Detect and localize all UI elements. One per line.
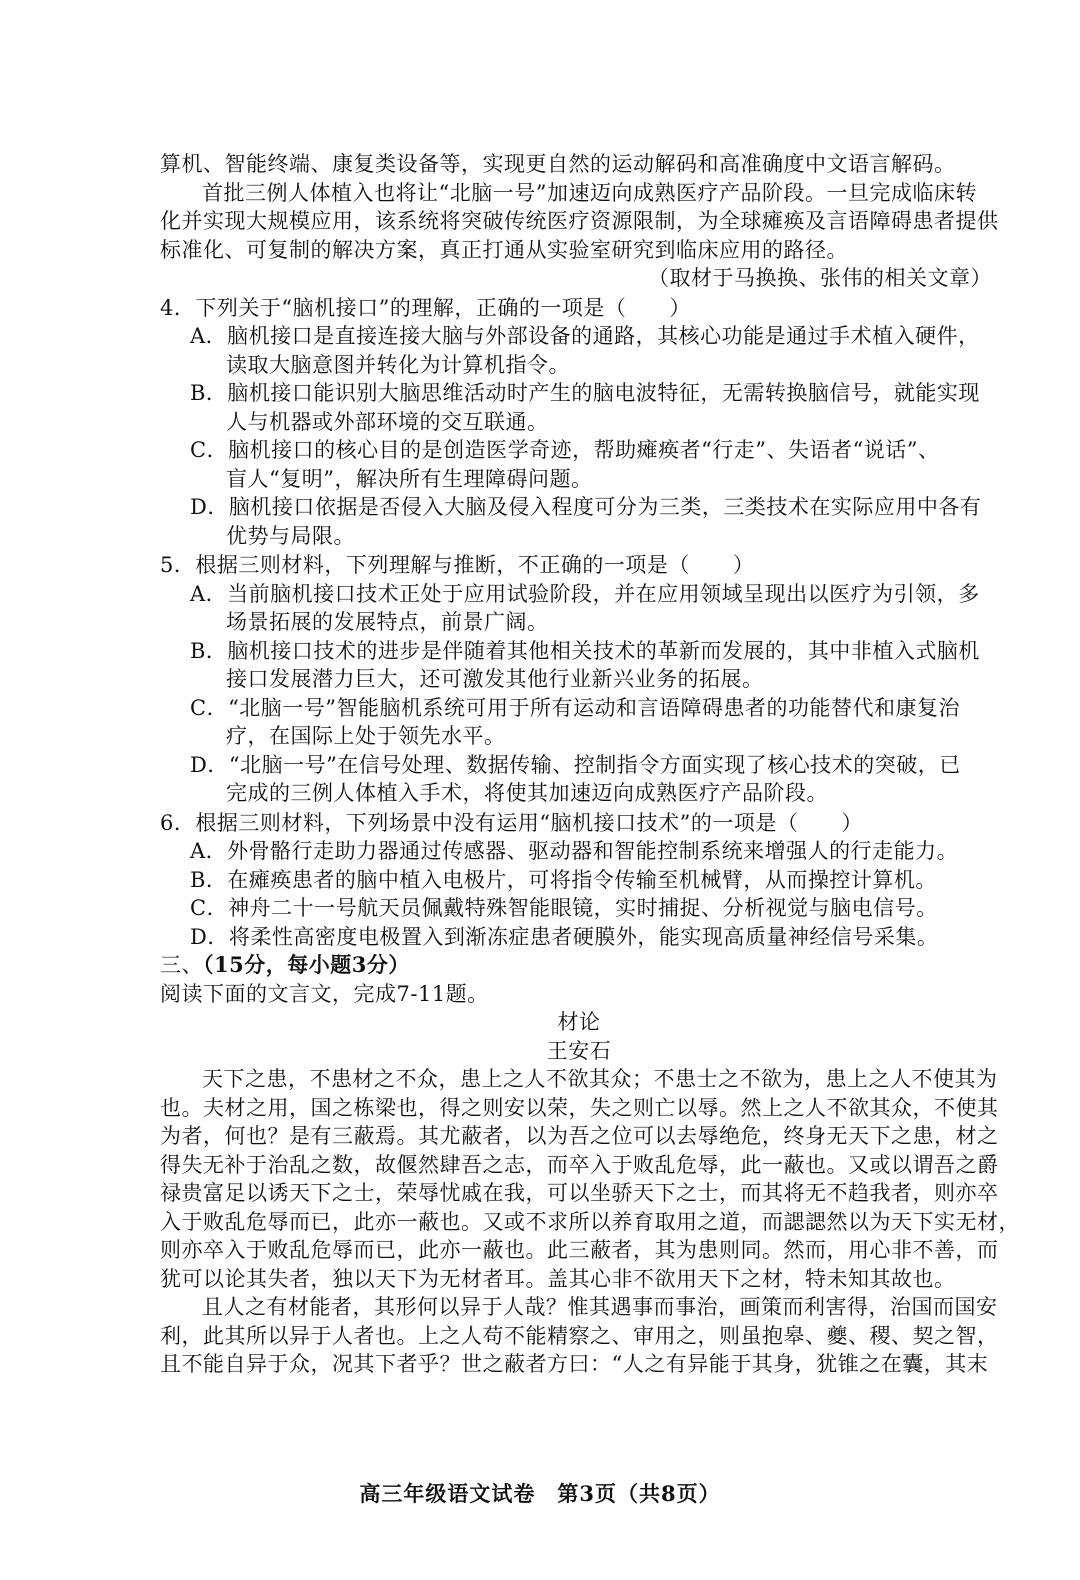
- option-b: B．在瘫痪患者的脑中植入电极片，可将指令传输至机械臂，从而操控计算机。: [190, 867, 937, 892]
- passage-line: 算机、智能终端、康复类设备等，实现更自然的运动解码和高准确度中文语言解码。: [160, 152, 956, 176]
- classical-line: 得失无补于治乱之数，故偃然肆吾之志，而卒入于败乱危辱，此一蔽也。又或以谓吾之爵: [160, 1152, 999, 1177]
- classical-line: 也。夫材之用，国之栋梁也，得之则安以荣，失之则亡以辱。然上之人不欲其众，不使其: [160, 1095, 999, 1120]
- passage-line: 标准化、可复制的解决方案，真正打通从实验室研究到临床应用的路径。: [160, 237, 848, 262]
- classical-line: 为者，何也？是有三蔽焉。其尤蔽者，以为吾之位可以去辱绝危，终身无天下之患，材之: [160, 1124, 999, 1148]
- passage-end: [160, 150, 998, 293]
- section-number: 三、: [160, 953, 203, 977]
- classical-line: 且不能自异于众，况其下者乎？世之蔽者方曰：“人之有异能于其身，犹锥之在囊，其末: [160, 1352, 989, 1376]
- option-d: D．将柔性高密度电极置入到渐冻症患者硬膜外，能实现高质量神经信号采集。: [190, 924, 939, 949]
- classical-line: 犹可以论其失者，独以天下为无材者耳。盖其心非不欲用天下之材，特未知其故也。: [160, 1266, 956, 1291]
- option-c: C．脑机接口的核心目的是创造医学奇迹，帮助瘫痪者“行走”、失语者“说话”、: [190, 438, 940, 462]
- question-stem: 6．根据三则材料，下列场景中没有运用“脑机接口技术”的一项是（ ）: [160, 810, 863, 835]
- option-a: A．外骨骼行走助力器通过传感器、驱动器和智能控制系统来增强人的行走能力。: [190, 839, 959, 863]
- page-footer: 高三年级语文试卷 第3页（共8页）: [359, 1481, 721, 1506]
- option-d-cont: 优势与局限。: [226, 523, 355, 548]
- classical-line: 禄贵富足以诱天下之士，荣辱忧戚在我，可以坐骄天下之士，而其将无不趋我者，则亦卒: [160, 1181, 999, 1205]
- option-c-cont: 盲人“复明”，解决所有生理障碍问题。: [226, 466, 593, 491]
- option-d: D．“北脑一号”在信号处理、数据传输、控制指令方面实现了核心技术的突破，已: [190, 752, 961, 777]
- option-c-cont: 疗，在国际上处于领先水平。: [226, 724, 506, 748]
- section-three: [160, 951, 1020, 1379]
- classical-line: 则亦卒入于败乱危辱而已，此亦一蔽也。此三蔽者，其为患则同。然而，用心非不善，而: [160, 1238, 999, 1262]
- option-b: B．脑机接口技术的进步是伴随着其他相关技术的革新而发展的，其中非植入式脑机: [190, 638, 980, 663]
- option-a-cont: 读取大脑意图并转化为计算机指令。: [226, 352, 570, 377]
- option-a: A．脑机接口是直接连接大脑与外部设备的通路，其核心功能是通过手术植入硬件，: [190, 324, 980, 348]
- option-c: C．“北脑一号”智能脑机系统可用于所有运动和言语障碍患者的功能替代和康复治: [190, 695, 961, 720]
- classical-text: [160, 1065, 1020, 1379]
- question-stem: 4．下列关于“脑机接口”的理解，正确的一项是（ ）: [160, 295, 691, 320]
- option-b: B．脑机接口能识别大脑思维活动时产生的脑电波特征，无需转换脑信号，就能实现: [190, 381, 980, 405]
- option-a: A．当前脑机接口技术正处于应用试验阶段，并在应用领域呈现出以医疗为引领，多: [190, 581, 980, 606]
- option-b-cont: 接口发展潜力巨大，还可激发其他行业新兴业务的拓展。: [226, 667, 764, 691]
- option-d: D．脑机接口依据是否侵入大脑及侵入程度可分为三类，三类技术在实际应用中各有: [190, 495, 982, 519]
- passage-line: 首批三例人体植入也将让“北脑一号”加速迈向成熟医疗产品阶段。一旦完成临床转: [202, 180, 977, 205]
- classical-line: 且人之有材能者，其形何以异于人哉？惟其遇事而事治，画策而利害得，治国而国安: [202, 1295, 998, 1319]
- essay-title: 材论: [557, 1010, 601, 1034]
- section-heading: [160, 951, 998, 980]
- classical-line: 天下之患，不患材之不众，患上之人不欲其众；不患士之不欲为，患上之人不使其为: [202, 1067, 998, 1091]
- passage-line: 化并实现大规模应用，该系统将突破传统医疗资源限制，为全球瘫痪及言语障碍患者提供: [160, 209, 999, 233]
- classical-line: 利，此其所以异于人者也。上之人苟不能精察之、审用之，则虽抱皋、夔、稷、契之智，: [160, 1323, 999, 1348]
- option-b-cont: 人与机器或外部环境的交互联通。: [226, 409, 549, 434]
- question-6: [160, 809, 998, 952]
- question-4: [160, 294, 998, 551]
- option-a-cont: 场景拓展的发展特点，前景广阔。: [226, 610, 549, 634]
- essay-author: 王安石: [546, 1038, 612, 1063]
- section-points: （15分，每小题3分）: [203, 952, 410, 977]
- source-citation: （取材于马换换、张伟的相关文章）: [648, 266, 992, 290]
- question-5: [160, 551, 998, 808]
- classical-line: 入于败乱危辱而已，此亦一蔽也。又或不求所以养育取用之道，而諰諰然以为天下实无材，: [160, 1209, 1020, 1234]
- option-d-cont: 完成的三例人体植入手术，将使其加速迈向成熟医疗产品阶段。: [226, 781, 828, 805]
- section-instruction: 阅读下面的文言文，完成7-11题。: [160, 981, 489, 1006]
- question-stem: 5．根据三则材料，下列理解与推断，不正确的一项是（ ）: [160, 553, 755, 577]
- option-c: C．神舟二十一号航天员佩戴特殊智能眼镜，实时捕捉、分析视觉与脑电信号。: [190, 896, 938, 920]
